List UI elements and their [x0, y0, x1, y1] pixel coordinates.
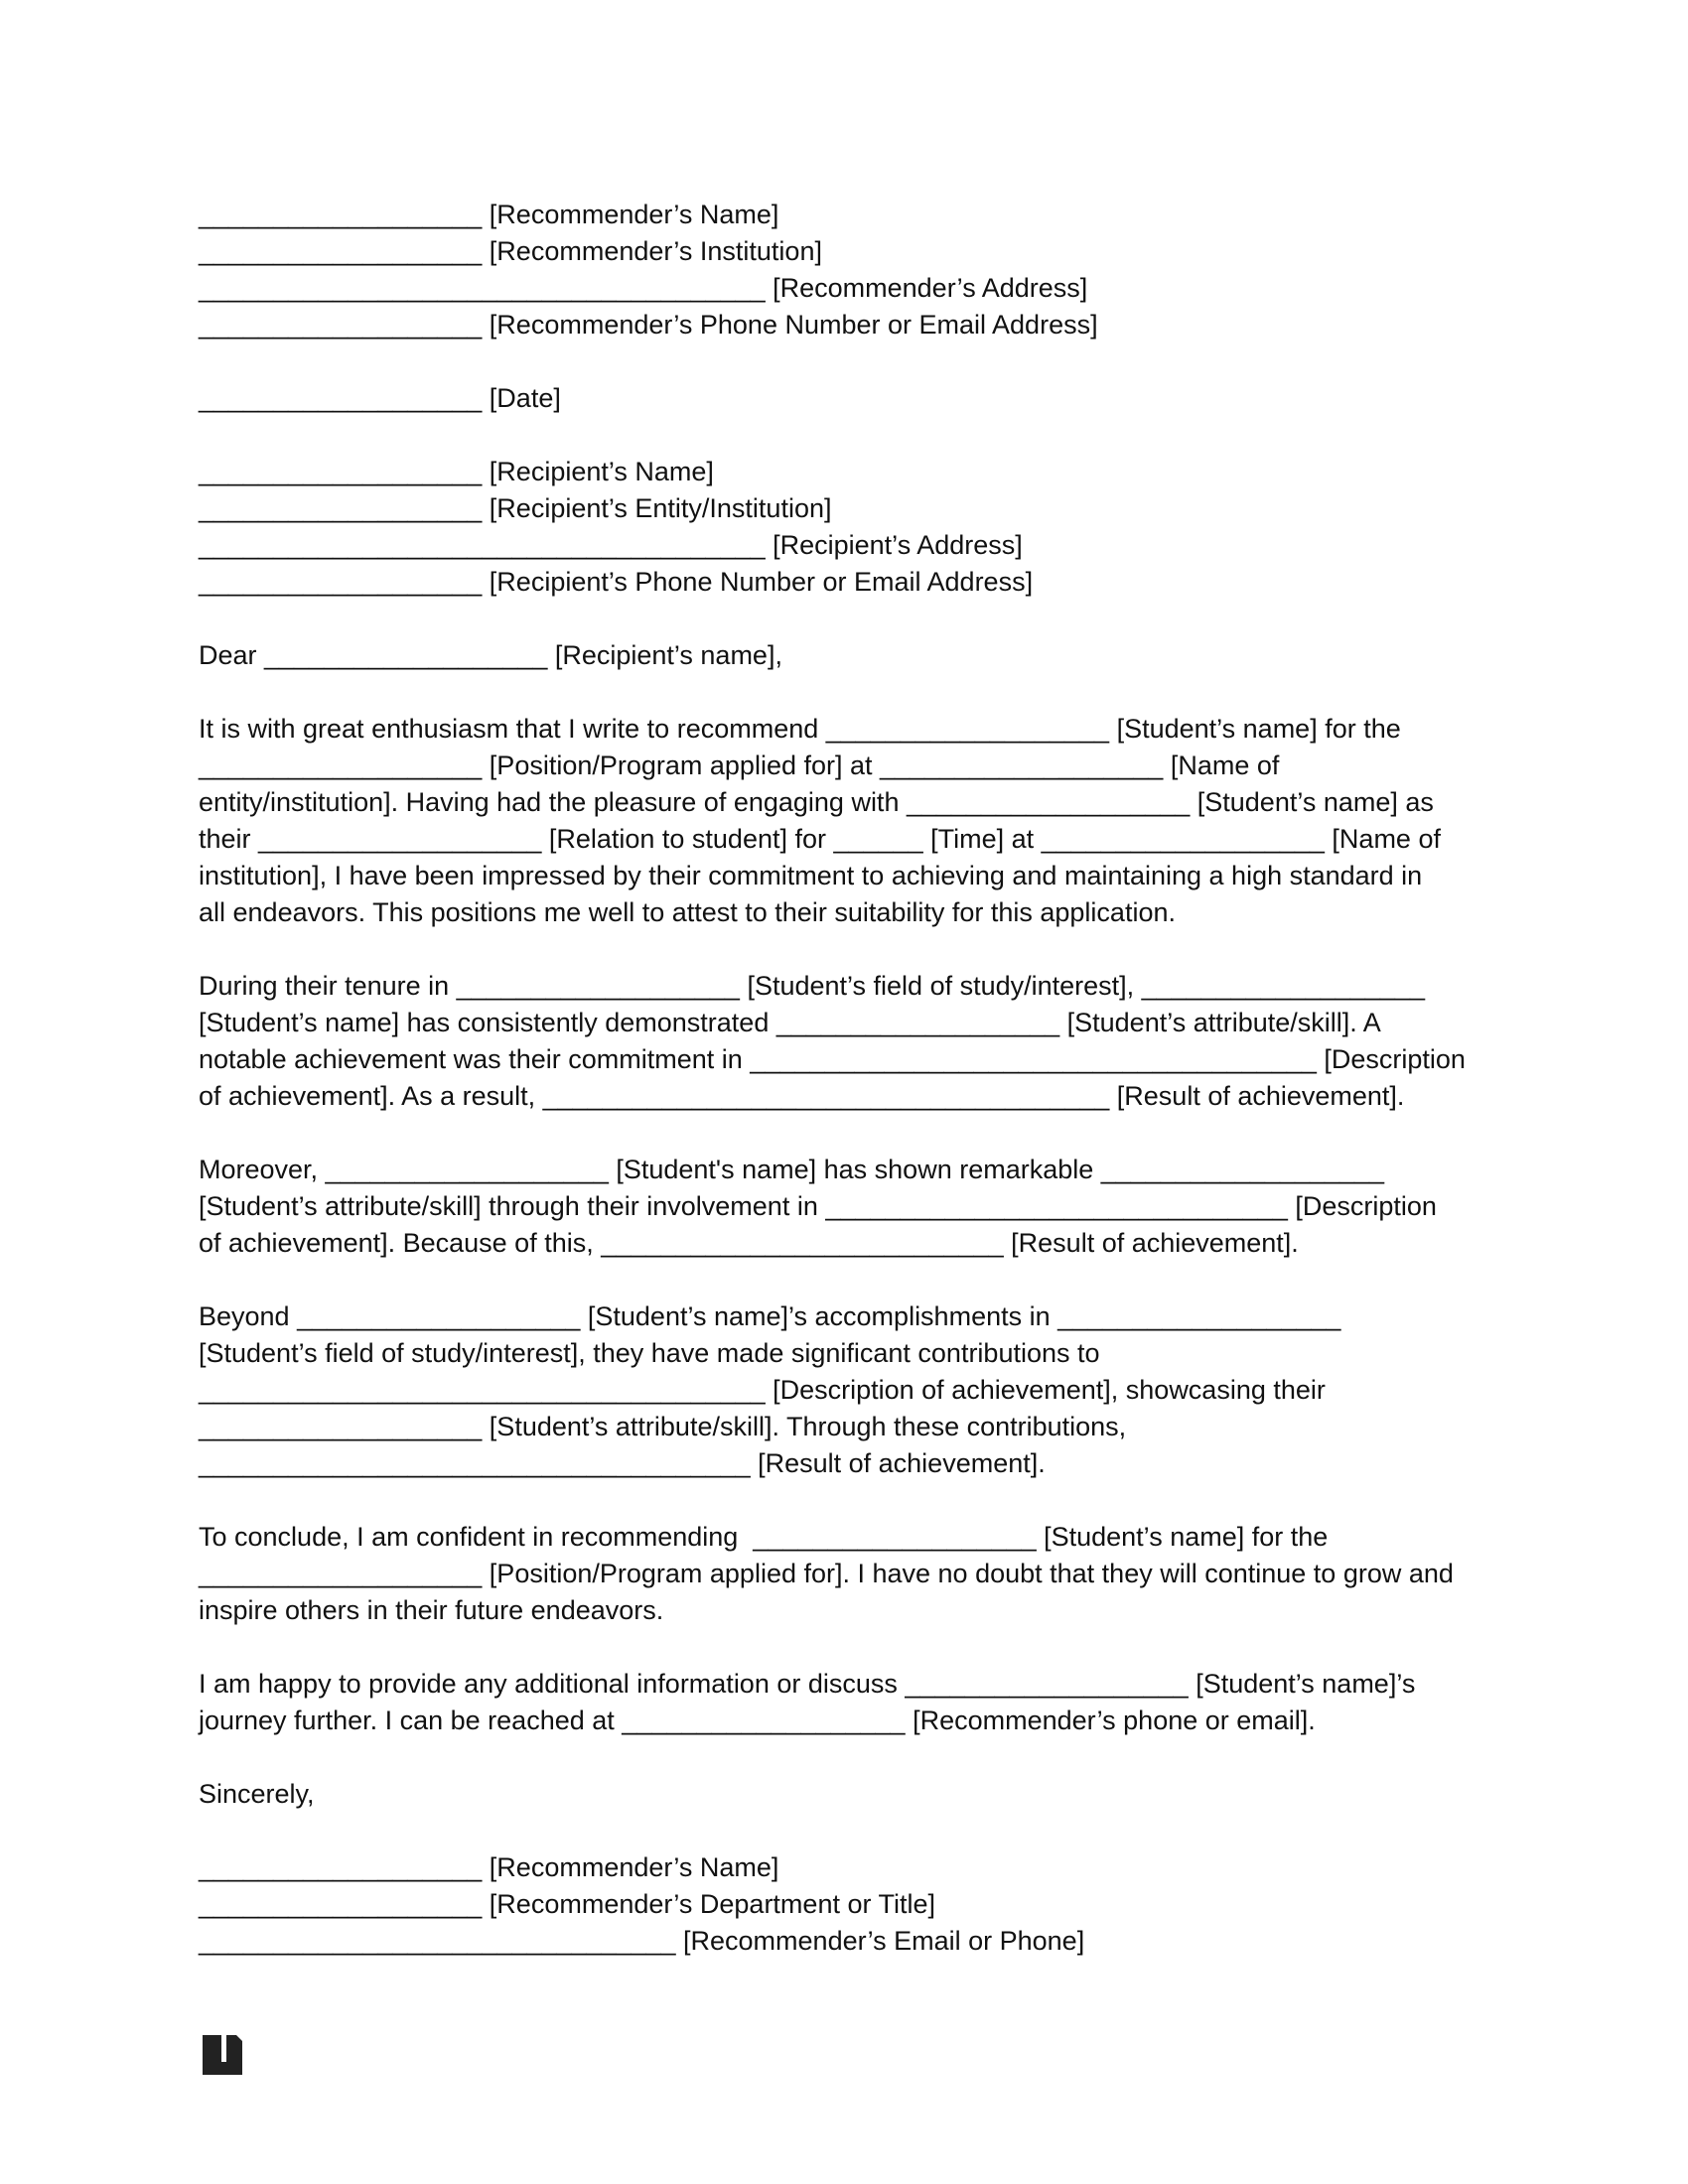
paragraph-3-line: of achievement]. Because of this, ___________________________ [Result of achievement].: [199, 1228, 1299, 1258]
paragraph-1-line: institution], I have been impressed by their commitment to achieving and maintaining a high standard in: [199, 861, 1423, 890]
paragraph-4-line: ______________________________________ [Description of achievement], showcasing their: [199, 1375, 1326, 1405]
paragraph-6-line: journey further. I can be reached at ___________________ [Recommender’s phone or email].: [199, 1706, 1316, 1735]
signature-title-line: ___________________ [Recommender’s Department or Title]: [199, 1889, 935, 1919]
recommender-address-line: ______________________________________ [Recommender’s Address]: [199, 273, 1088, 303]
paragraph-4-line: Beyond ___________________ [Student’s name]’s accomplishments in ___________________: [199, 1301, 1341, 1331]
recipient-name-line: ___________________ [Recipient’s Name]: [199, 457, 714, 486]
recommender-contact-line: ___________________ [Recommender’s Phone Number or Email Address]: [199, 310, 1098, 340]
paragraph-1-line: entity/institution]. Having had the pleasure of engaging with ___________________ [Student’s name] as: [199, 787, 1434, 817]
paragraph-2-line: notable achievement was their commitment in ______________________________________ [Description: [199, 1044, 1466, 1074]
paragraph-4-line: [Student’s field of study/interest], they have made significant contributions to: [199, 1338, 1100, 1368]
recommender-name-line: ___________________ [Recommender’s Name]: [199, 200, 779, 229]
signature-contact-line: ________________________________ [Recommender’s Email or Phone]: [199, 1926, 1085, 1956]
paragraph-1-line: ___________________ [Position/Program applied for] at ___________________ [Name of: [199, 751, 1280, 780]
salutation: Dear ___________________ [Recipient’s name],: [199, 640, 782, 670]
paragraph-1-line: their ___________________ [Relation to student] for ______ [Time] at ___________________ [Name of: [199, 824, 1441, 854]
paragraph-2-line: During their tenure in ___________________ [Student’s field of study/interest], ___________________: [199, 971, 1425, 1001]
paragraph-5-line: To conclude, I am confident in recommending ___________________ [Student’s name] for the: [199, 1522, 1329, 1552]
closing: Sincerely,: [199, 1779, 315, 1809]
paragraph-5-line: inspire others in their future endeavors.: [199, 1595, 664, 1625]
paragraph-1-line: all endeavors. This positions me well to attest to their suitability for this application.: [199, 897, 1176, 927]
paragraph-4-line: ___________________ [Student’s attribute/skill]. Through these contributions,: [199, 1412, 1127, 1441]
recipient-institution-line: ___________________ [Recipient’s Entity/Institution]: [199, 493, 832, 523]
paragraph-3-line: Moreover, ___________________ [Student's name] has shown remarkable ___________________: [199, 1155, 1385, 1184]
document-logo-icon: [203, 2035, 242, 2075]
paragraph-1-line: It is with great enthusiasm that I write to recommend ___________________ [Student’s name] for the: [199, 714, 1401, 744]
paragraph-3-line: [Student’s attribute/skill] through their involvement in _______________________________ [Description: [199, 1191, 1437, 1221]
paragraph-2-line: of achievement]. As a result, ______________________________________ [Result of achievement].: [199, 1081, 1405, 1111]
paragraph-5-line: ___________________ [Position/Program applied for]. I have no doubt that they will continue to grow and: [199, 1559, 1454, 1588]
date-line: ___________________ [Date]: [199, 383, 561, 413]
signature-name-line: ___________________ [Recommender’s Name]: [199, 1852, 779, 1882]
paragraph-2-line: [Student’s name] has consistently demonstrated ___________________ [Student’s attribute/skill]. A: [199, 1008, 1381, 1037]
recommender-institution-line: ___________________ [Recommender’s Institution]: [199, 236, 822, 266]
recipient-address-line: ______________________________________ [Recipient’s Address]: [199, 530, 1023, 560]
recipient-contact-line: ___________________ [Recipient’s Phone Number or Email Address]: [199, 567, 1034, 597]
paragraph-6-line: I am happy to provide any additional information or discuss ___________________ [Student’s name]’s: [199, 1669, 1416, 1699]
paragraph-4-line: _____________________________________ [Result of achievement].: [199, 1448, 1046, 1478]
